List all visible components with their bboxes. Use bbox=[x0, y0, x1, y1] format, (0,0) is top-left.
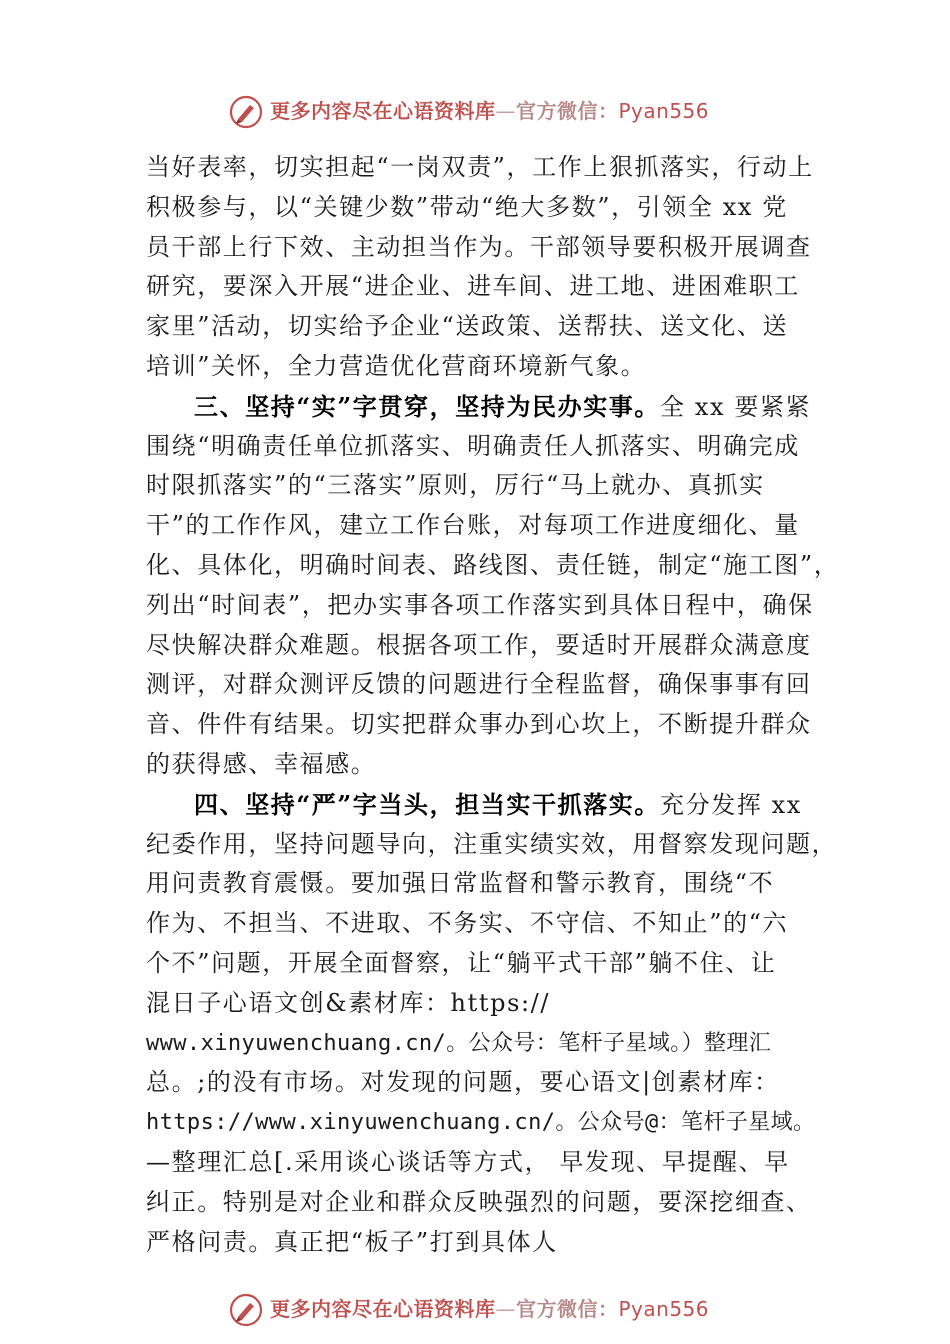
text-line: 总。;的没有市场。对发现的问题，要心语文|创素材库： bbox=[146, 1068, 780, 1097]
text-line: 个不”问题，开展全面督察，让“躺平式干部”躺不住、让 bbox=[146, 948, 777, 977]
text-line: www.xinyuwenchuang.cn/。公众号：笔杆子星域。）整理汇 bbox=[146, 1030, 772, 1056]
watermark-text: 更多内容尽在心语资料库—官方微信：Pyan556 bbox=[270, 99, 710, 123]
document-body bbox=[146, 148, 840, 1262]
text-line: 音、件件有结果。切实把群众事办到心坎上，不断提升群众 bbox=[146, 710, 812, 739]
text-line: 纠正。特别是对企业和群众反映强烈的问题，要深挖细查、 bbox=[146, 1187, 812, 1216]
section-3-first-line: 三、坚持“实”字贯穿，坚持为民办实事。全 xx 要紧紧 bbox=[194, 391, 812, 421]
text-line: 家里”活动，切实给予企业“送政策、送帮扶、送文化、送 bbox=[146, 312, 789, 341]
text-line: 混日子心语文创&素材库：https:// bbox=[146, 988, 551, 1017]
text-line: 干”的工作作风，建立工作台账，对每项工作进度细化、量 bbox=[146, 511, 800, 540]
text-line: 尽快解决群众难题。根据各项工作，要适时开展群众满意度 bbox=[146, 630, 812, 659]
text-line: 培训”关怀，全力营造优化营商环境新气象。 bbox=[146, 351, 647, 380]
text-line: 当好表率，切实担起“一岗双责”，工作上狠抓落实，行动上 bbox=[146, 153, 814, 181]
text-line: 积极参与，以“关键少数”带动“绝大多数”，引领全 xx 党 bbox=[146, 192, 788, 221]
text-line: 围绕“明确责任单位抓落实、明确责任人抓落实、明确完成 bbox=[146, 431, 800, 460]
text-line: https://www.xinyuwenchuang.cn/。公众号@：笔杆子星域。 bbox=[146, 1110, 816, 1136]
watermark-banner-bottom bbox=[0, 1290, 950, 1330]
text-line: 员干部上行下效、主动担当作为。干部领导要积极开展调查 bbox=[146, 232, 812, 261]
text-line: 纪委作用，坚持问题导向，注重实绩实效，用督察发现问题， bbox=[146, 829, 838, 858]
pen-logo-icon bbox=[228, 1292, 264, 1328]
text-line: 用问责教育震慑。要加强日常监督和警示教育，围绕“不 bbox=[146, 869, 775, 898]
section-4-heading: 四、坚持“严”字当头，担当实干抓落实。 bbox=[194, 789, 661, 819]
text-line: 研究，要深入开展“进企业、进车间、进工地、进困难职工 bbox=[146, 272, 800, 301]
text-line: 列出“时间表”，把办实事各项工作落实到具体日程中，确保 bbox=[146, 590, 814, 619]
watermark-banner-top bbox=[0, 92, 950, 132]
section-3-heading: 三、坚持“实”字贯穿，坚持为民办实事。 bbox=[194, 391, 661, 421]
text-line: 的获得感、幸福感。 bbox=[146, 749, 377, 778]
section-4-first-line: 四、坚持“严”字当头，担当实干抓落实。充分发挥 xx bbox=[194, 789, 802, 819]
watermark-text: 更多内容尽在心语资料库—官方微信：Pyan556 bbox=[270, 1297, 710, 1321]
text-line: 作为、不担当、不进取、不务实、不守信、不知止”的“六 bbox=[146, 909, 789, 938]
text-line: 测评，对群众测评反馈的问题进行全程监督，确保事事有回 bbox=[146, 670, 812, 699]
text-line: —整理汇总[.采用谈心谈话等方式， 早发现、早提醒、早 bbox=[146, 1147, 790, 1176]
text-line: 严格问责。真正把“板子”打到具体人 bbox=[146, 1227, 558, 1256]
pen-logo-icon bbox=[228, 94, 264, 130]
text-line: 时限抓落实”的“三落实”原则，厉行“马上就办、真抓实 bbox=[146, 471, 765, 500]
text-line: 化、具体化，明确时间表、路线图、责任链，制定“施工图”， bbox=[146, 550, 840, 579]
